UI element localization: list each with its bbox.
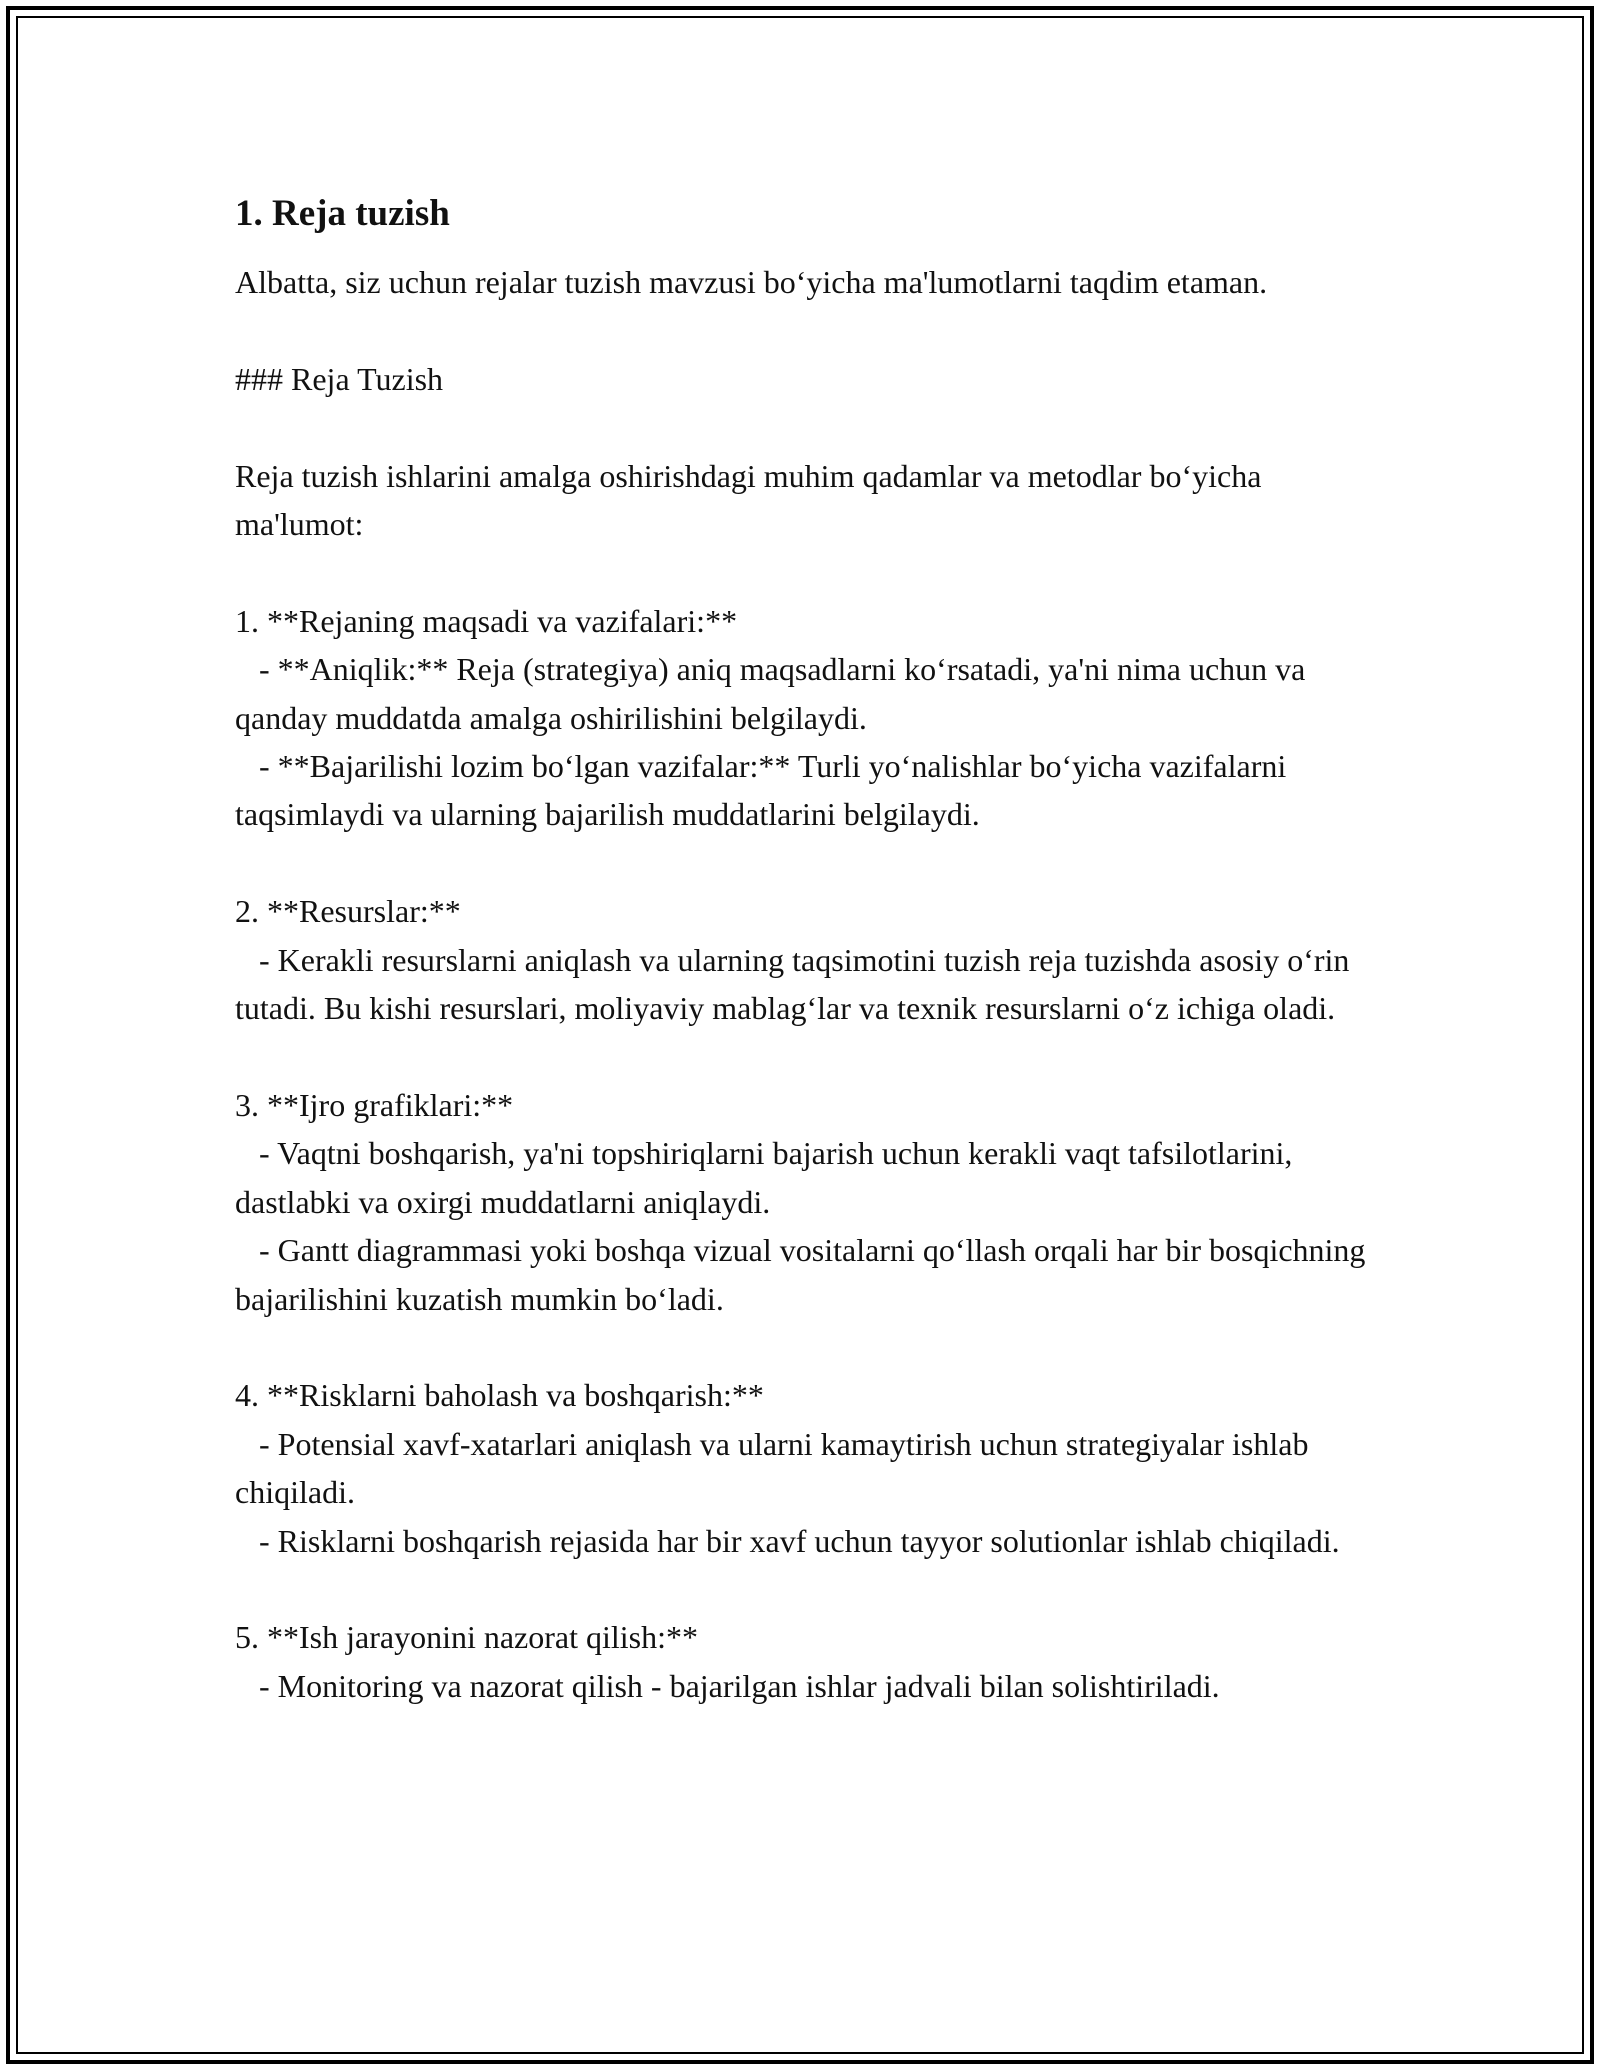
document-heading: 1. Reja tuzish	[235, 193, 450, 234]
document-body: Albatta, siz uchun rejalar tuzish mavzusi bo‘yicha ma'lumotlarni taqdim etaman. ### Reja Tuzish Reja tuzish ishlarini amalga oshirishdagi muhim qadamlar va metodlar bo‘yicha ma'lumot: 1. **Rejaning maqsadi va vazifalari:** - **Aniqlik:** Reja (strategiya) aniq maqsadlarni ko‘rsatadi, ya'ni nima uchun va qanday muddatda amalga oshirilishini belgilaydi. - **Bajarilishi lozim bo‘lgan vazifalar:** Turli yo‘nalishlar bo‘yicha vazifalarni taqsimlaydi va ularning bajarilish muddatlarini belgilaydi. 2. **Resurslar:** - Kerakli resurslarni aniqlash va ularning taqsimotini tuzish reja tuzishda asosiy o‘rin tutadi. Bu kishi resurslari, moliyaviy mablag‘lar va texnik resurslarni o‘z ichiga oladi. 3. **Ijro grafiklari:** - Vaqtni boshqarish, ya'ni topshiriqlarni bajarish uchun kerakli vaqt tafsilotlarini, dastlabki va oxirgi muddatlarni aniqlaydi. - Gantt diagrammasi yoki boshqa vizual vositalarni qo‘llash orqali har bir bosqichning bajarilishini kuzatish mumkin bo‘ladi. 4. **Risklarni baholash va boshqarish:** - Potensial xavf-xatarlari aniqlash va ularni kamaytirish uchun strategiyalar ishlab chiqiladi. - Risklarni boshqarish rejasida har bir xavf uchun tayyor solutionlar ishlab chiqiladi. 5. **Ish jarayonini nazorat qilish:** - Monitoring va nazorat qilish - bajarilgan ishlar jadvali bilan solishtiriladi.	[235, 264, 1366, 1704]
document-content	[235, 188, 1385, 1710]
